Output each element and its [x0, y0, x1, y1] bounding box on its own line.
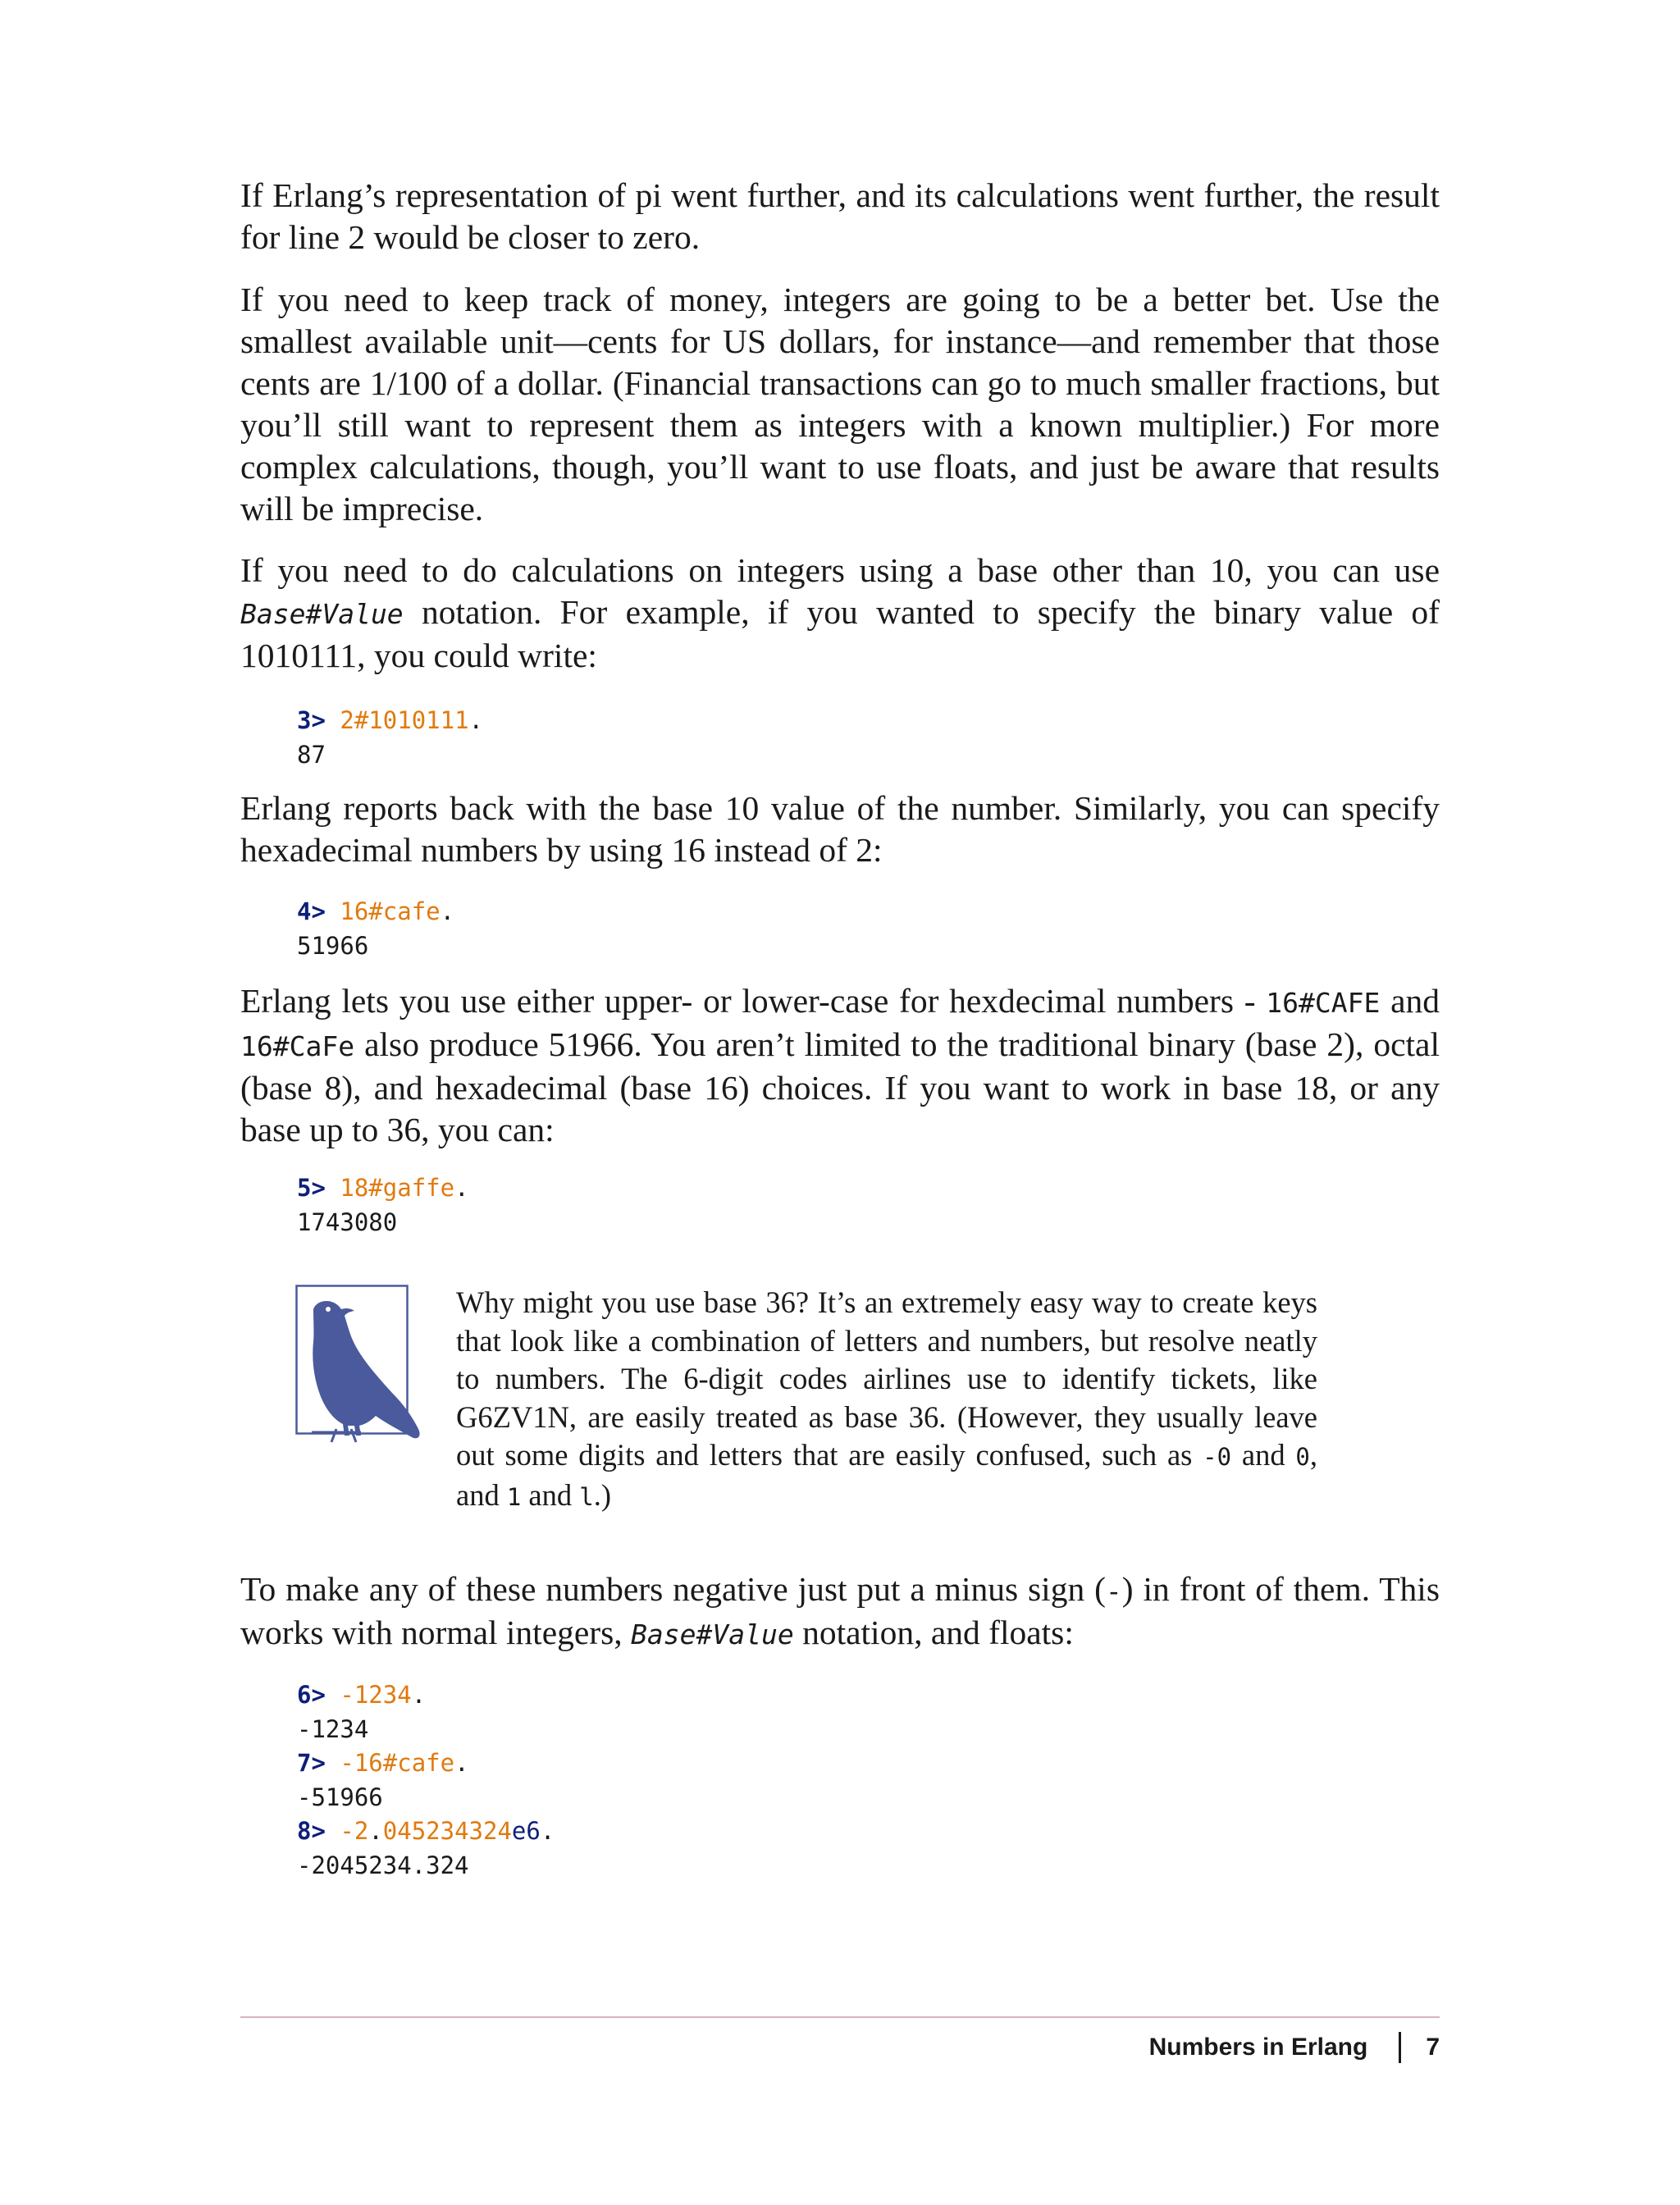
paragraph-money: If you need to keep track of money, integers are going to be a better bet. Use the smallest available unit—cents for US dollars, for instance—and remember that those cents are 1/100 of a dollar. (Financial transactions can go to much smaller fractions, but you’ll still want to represent them as integers with a known multiplier.) For more complex calculations, though, you’ll want to use floats, and just be aware that results will be imprecise. [240, 281, 1440, 527]
paragraph-pi: If Erlang’s representation of pi went further, and its calculations went further, the result for line 2 would be closer to zero. [240, 176, 1440, 256]
code-output: -51966 [297, 1783, 383, 1811]
code-output: 87 [297, 740, 326, 769]
code-terminator: . [411, 1681, 427, 1709]
code-output: -2045234.324 [297, 1851, 469, 1879]
paragraph-case [240, 980, 1440, 1151]
paragraph-text: If you need to do calculations on integers using a base other than 10, you can use [240, 551, 1440, 589]
code-dot: . [368, 1817, 383, 1845]
paragraph-text: To make any of these numbers negative just put a minus sign ( [240, 1570, 1106, 1608]
footer-section-title: Numbers in Erlang [1148, 2034, 1368, 2061]
paragraph-text: also produce 51966. You aren’t limited to the traditional binary (base 2), octal (base 8), and hexadecimal (base 16) choices. If you want to work in base 18, or any base up to 36, you can: [240, 1025, 1440, 1148]
inline-code: 0 [1295, 1443, 1310, 1471]
inline-code: -0 [1203, 1443, 1232, 1471]
note-text: .) [593, 1477, 611, 1512]
paragraph-text: notation, and floats: [793, 1614, 1074, 1651]
paragraph-text: Erlang lets you use either upper- or lower-case for hexdecimal numbers - [240, 982, 1267, 1020]
inline-code: Base#Value [631, 1618, 794, 1650]
code-block-hex [297, 895, 454, 963]
bird-icon [295, 1285, 425, 1445]
page-footer [1149, 2029, 1440, 2066]
code-block-negative [297, 1678, 555, 1883]
code-output: 51966 [297, 931, 369, 960]
paragraph-base-value [240, 550, 1440, 677]
shell-prompt: 6> [297, 1681, 326, 1709]
code-block-base18 [297, 1171, 469, 1239]
code-literal: 045234324 [382, 1817, 512, 1845]
shell-prompt: 4> [297, 897, 326, 925]
inline-code: 16#CAFE [1266, 987, 1381, 1019]
page-number: 7 [1426, 2034, 1440, 2061]
note-text: Why might you use base 36? It’s an extremely easy way to create keys that look like a combination of letters and numbers, but resolve neatly to numbers. The 6-digit codes airlines use to identify tickets, like G6ZV1N, are easily treated as base 36. (However, they usually leave out some digits and letters that are easily confused, such as [456, 1285, 1317, 1472]
paragraph-text: ) in front of them. This works with normal integers, [240, 1570, 1440, 1651]
code-terminator: . [468, 706, 483, 734]
inline-code: Base#Value [240, 598, 404, 630]
footer-separator [1399, 2032, 1401, 2063]
code-output: -1234 [297, 1714, 369, 1743]
shell-prompt: 8> [297, 1817, 326, 1845]
tip-note [456, 1284, 1317, 1516]
paragraph-negative [240, 1568, 1440, 1655]
inline-code: l [579, 1482, 594, 1511]
code-terminator: . [454, 1749, 469, 1777]
code-terminator: . [440, 897, 455, 925]
paragraph-hex: Erlang reports back with the base 10 value of the number. Similarly, you can specify hexadecimal numbers by using 16 instead of 2: [240, 789, 1440, 869]
code-exponent: e6 [511, 1817, 541, 1845]
note-text: and [521, 1477, 580, 1512]
shell-prompt: 7> [297, 1749, 326, 1777]
inline-code: 16#CaFe [240, 1030, 355, 1062]
shell-prompt: 5> [297, 1174, 326, 1202]
code-literal: -16#cafe [340, 1749, 455, 1777]
code-literal: -1234 [340, 1681, 412, 1709]
code-output: 1743080 [297, 1208, 398, 1236]
note-text: , and [456, 1438, 1317, 1512]
paragraph-text: and [1380, 982, 1440, 1020]
note-text: and [1231, 1438, 1296, 1472]
code-literal: 16#cafe [340, 897, 441, 925]
paragraph-text: notation. For example, if you wanted to specify the binary value of 1010111, you could write: [240, 593, 1440, 674]
shell-prompt: 3> [297, 706, 326, 734]
code-literal: -2 [340, 1817, 369, 1845]
code-literal: 18#gaffe [340, 1174, 455, 1202]
code-terminator: . [540, 1817, 555, 1845]
code-block-binary [297, 704, 483, 772]
code-literal: 2#1010111 [340, 706, 469, 734]
code-terminator: . [454, 1174, 469, 1202]
inline-code: 1 [506, 1482, 522, 1511]
footer-rule [240, 2016, 1440, 2018]
inline-code: - [1105, 1575, 1122, 1607]
